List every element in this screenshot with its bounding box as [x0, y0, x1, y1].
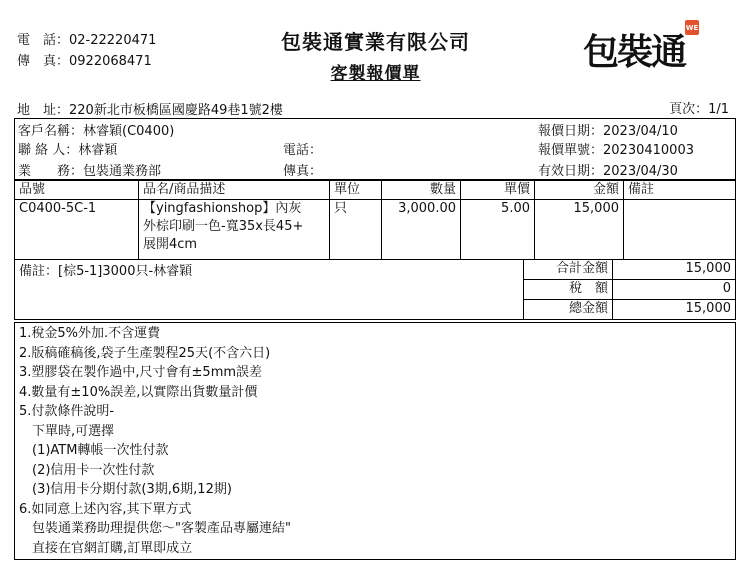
document-title: 客製報價單 [330, 64, 421, 84]
note-line: 1.稅金5%外加.不含運費 [19, 326, 161, 341]
subtotal-label: 合計金額 [524, 260, 613, 280]
address-value: 220新北市板橋區國慶路49巷1號2樓 [69, 103, 283, 118]
item-quantity: 3,000.00 [382, 200, 461, 260]
column-header: 品號 [15, 181, 139, 200]
contact-value: 林睿穎 [78, 143, 118, 158]
sales-row [18, 160, 161, 179]
note-line: 3.塑膠袋在製作過中,尺寸會有±5mm誤差 [19, 365, 263, 380]
shopping-bag-icon: WE [685, 20, 699, 35]
tax-value: 0 [613, 280, 736, 300]
customer-tel-label: 電話： [283, 143, 323, 158]
quote-number: 20230410003 [603, 143, 694, 158]
fax-line [17, 50, 152, 69]
table-header-row [15, 181, 736, 200]
items-table [14, 180, 736, 260]
note-line: (1)ATM轉帳一次性付款 [19, 443, 169, 458]
note-line: (2)信用卡一次性付款 [19, 462, 155, 478]
phone-value: 02-22220471 [69, 33, 157, 48]
item-remark [624, 200, 736, 260]
page-number: 頁次：1/1 [669, 102, 729, 117]
company-name: 包裝通實業有限公司 [281, 30, 470, 54]
column-header: 備註 [624, 181, 736, 200]
sales-value: 包裝通業務部 [83, 164, 162, 179]
item-description-line: 展開4cm [143, 237, 198, 252]
address-line [17, 99, 283, 118]
terms-notes [14, 322, 736, 560]
address-label: 地 址： [17, 103, 70, 118]
quote-number-label: 報價單號： [538, 143, 604, 158]
customer-fax-label: 傳真： [283, 164, 323, 179]
total-value: 15,000 [613, 300, 736, 320]
note-line: 6.如同意上述內容,其下單方式 [19, 501, 192, 517]
customer-name-label: 客戶名稱： [18, 124, 84, 139]
item-description-line: 外棕印刷一色-寬35x長45+ [143, 219, 304, 234]
phone-line [17, 29, 156, 48]
item-amount: 15,000 [535, 200, 624, 260]
fax-label: 傳 真： [17, 54, 70, 69]
note-line: 包裝通業務助理提供您～"客製產品專屬連結" [19, 521, 291, 536]
phone-label: 電 話： [17, 33, 70, 48]
quote-number-row [538, 139, 694, 158]
note-line: 4.數量有±10%誤差,以實際出貨數量計價 [19, 384, 258, 400]
company-logo [581, 20, 697, 78]
note-line: 2.版稿確稿後,袋子生產製程25天(不含六日) [19, 345, 271, 361]
customer-name-row [18, 120, 174, 139]
column-header: 品名/商品描述 [139, 181, 330, 200]
tax-label: 稅 額 [524, 280, 613, 300]
note-line: 下單時,可選擇 [19, 423, 115, 439]
table-row [15, 200, 736, 260]
item-description-line: 【yingfashionshop】內灰 [143, 201, 302, 216]
contact-label: 聯 絡 人： [18, 143, 79, 158]
column-header: 數量 [382, 181, 461, 200]
subtotal-value: 15,000 [613, 260, 736, 280]
sales-label: 業 務： [18, 164, 84, 179]
valid-date: 2023/04/30 [603, 164, 678, 179]
summary-table [14, 259, 736, 320]
item-unit: 只 [330, 200, 382, 260]
item-code: C0400-5C-1 [15, 200, 139, 260]
contact-row [18, 139, 117, 158]
valid-date-label: 有效日期： [538, 164, 604, 179]
customer-fax-row [283, 160, 322, 179]
note-line: (3)信用卡分期付款(3期,6期,12期) [19, 482, 232, 497]
valid-date-row [538, 160, 678, 179]
customer-name: 林睿穎(C0400) [83, 124, 175, 139]
quote-date-label: 報價日期： [538, 124, 604, 139]
customer-tel-row [283, 139, 322, 158]
fax-value: 0922068471 [69, 54, 152, 69]
column-header: 單價 [461, 181, 535, 200]
total-label: 總金額 [524, 300, 613, 320]
item-description [139, 200, 330, 260]
order-remark: 備註：[棕5-1]3000只-林睿穎 [15, 260, 524, 320]
quote-date-row [538, 120, 678, 139]
note-line: 直接在官網訂購,訂單即成立 [19, 540, 193, 556]
column-header: 單位 [330, 181, 382, 200]
quote-date: 2023/04/10 [603, 124, 678, 139]
note-line: 5.付款條件說明- [19, 404, 115, 419]
logo-text: 包裝通 [583, 31, 686, 73]
column-header: 金額 [535, 181, 624, 200]
item-price: 5.00 [461, 200, 535, 260]
